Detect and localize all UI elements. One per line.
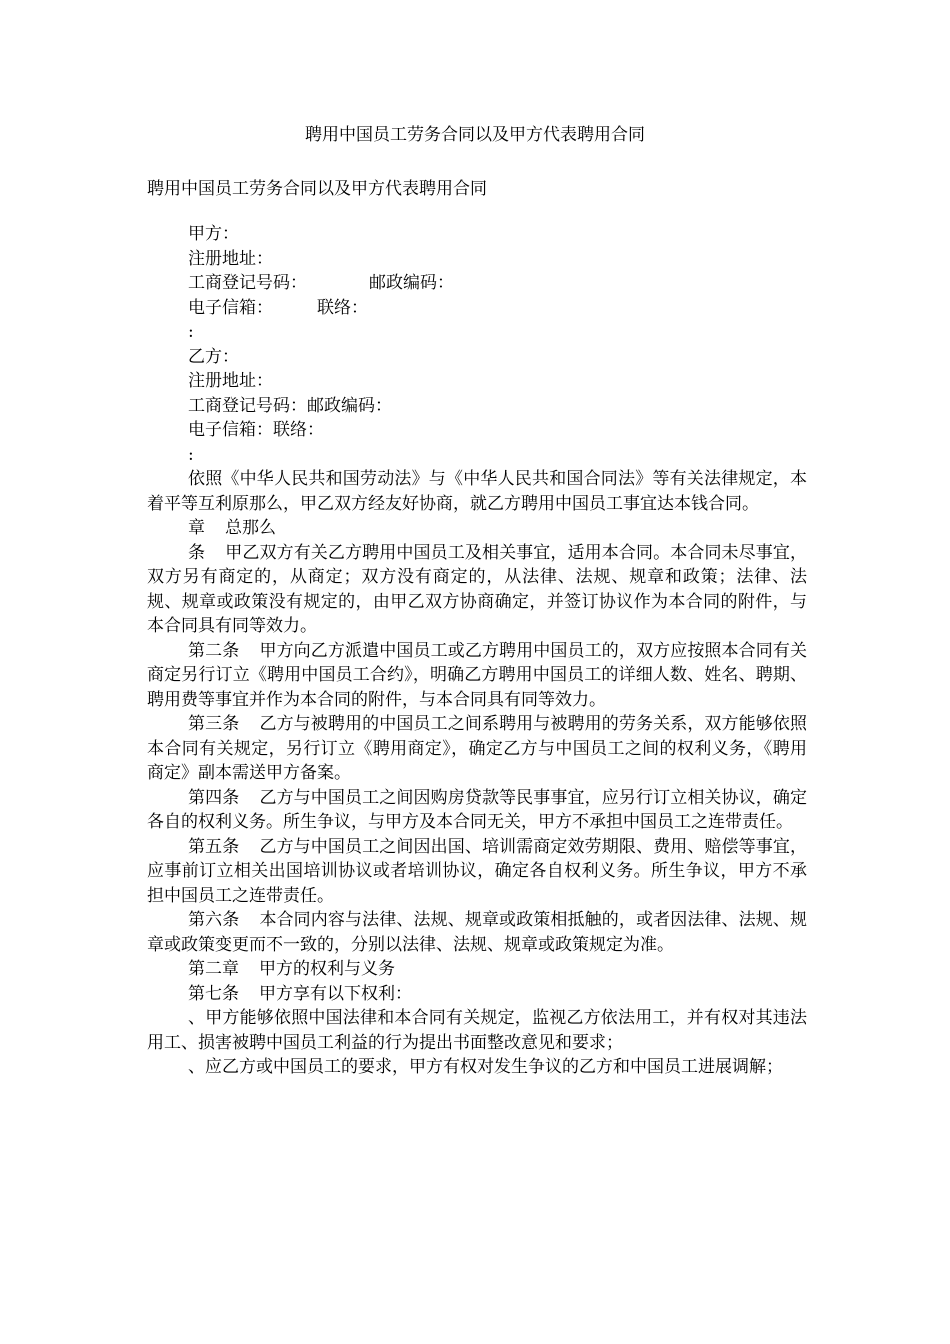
party-b-reg-line (147, 394, 807, 419)
document-title: 聘用中国员工劳务合同以及甲方代表聘用合同 (305, 125, 645, 145)
party-a-reg-line (147, 271, 807, 296)
article-5-text: 乙方与中国员工之间因出国、培训需商定效劳期限、费用、赔偿等事宜，应事前订立相关出国培训协议或者培训协议，确定各自权利义务。所生争议，甲方不承担中国员工之连带责任。 (147, 836, 807, 906)
chapter-1-title: 总那么 (225, 518, 276, 538)
article-1 (147, 541, 807, 639)
article-1-text: 甲乙双方有关乙方聘用中国员工及相关事宜，适用本合同。本合同未尽事宜，双方另有商定的，从商定；双方没有商定的，从法律、法规、规章和政策；法律、法规、规章或政策没有规定的，由甲乙双方协商确定，并签订协议作为本合同的附件，与本合同具有同等效力。 (147, 542, 808, 636)
article-7-number: 第七条 (188, 983, 239, 1004)
article-4-number: 第四条 (188, 787, 240, 808)
document-body (147, 222, 807, 1080)
article-7-item-2: 、应乙方或中国员工的要求，甲方有权对发生争议的乙方和中国员工进展调解； (188, 1057, 783, 1077)
article-7-item-1: 、甲方能够依照中国法律和本合同有关规定，监视乙方依法用工，并有权对其违法用工、损害被聘中国员工利益的行为提出书面整改意见和要求； (147, 1008, 807, 1053)
chapter-2-number: 第二章 (188, 959, 239, 979)
article-2 (147, 639, 807, 713)
article-3 (147, 712, 807, 786)
article-1-number: 条 (188, 542, 206, 563)
chapter-2-title: 甲方的权利与义务 (259, 959, 395, 979)
party-a-colon: : (188, 322, 194, 342)
preamble-paragraph: 依照《中华人民共和国劳动法》与《中华人民共和国合同法》等有关法律规定，本着平等互利原那么，甲乙双方经友好协商，就乙方聘用中国员工事宜达本钱合同。 (147, 469, 807, 514)
party-b-colon: : (188, 444, 194, 465)
party-b-contact: 联络： (273, 420, 324, 440)
party-a-email-line (147, 296, 807, 321)
article-3-number: 第三条 (188, 714, 240, 734)
article-6-text: 本合同内容与法律、法规、规章或政策相抵触的，或者因法律、法规、规章或政策变更而不一致的，分别以法律、法规、规章或政策规定为准。 (147, 910, 807, 955)
party-b-email-line (147, 418, 807, 443)
party-a-postcode: 邮政编码： (369, 273, 454, 293)
article-6-number: 第六条 (188, 910, 240, 930)
party-b-postcode: 邮政编码： (307, 395, 392, 416)
article-6 (147, 908, 807, 957)
chapter-1-heading (147, 516, 807, 541)
article-5 (147, 835, 807, 909)
party-b-address: 注册地址： (188, 371, 273, 391)
party-a-reg-no: 工商登记号码： (188, 273, 307, 293)
article-2-number: 第二条 (188, 640, 240, 661)
party-b-reg-no: 工商登记号码： (188, 395, 307, 416)
party-a-address: 注册地址： (188, 248, 273, 269)
document-subtitle: 聘用中国员工劳务合同以及甲方代表聘用合同 (147, 179, 487, 199)
article-5-number: 第五条 (188, 836, 240, 857)
article-2-text: 甲方向乙方派遣中国员工或乙方聘用中国员工的，双方应按照本合同有关商定另行订立《聘用中国员工合约》，明确乙方聘用中国员工的详细人数、姓名、聘期、聘用费等事宜并作为本合同的附件，与本合同具有同等效力。 (147, 640, 807, 710)
chapter-1-number: 章 (188, 518, 205, 538)
article-4-text: 乙方与中国员工之间因购房贷款等民事事宜，应另行订立相关协议，确定各自的权利义务。所生争议，与甲方及本合同无关，甲方不承担中国员工之连带责任。 (147, 787, 807, 832)
article-7-text: 甲方享有以下权利： (259, 983, 412, 1004)
article-7 (147, 982, 807, 1007)
chapter-2-heading (147, 957, 807, 982)
party-a-email: 电子信箱： (188, 297, 273, 318)
party-a-label: 甲方： (188, 224, 239, 244)
article-4 (147, 786, 807, 835)
party-a-contact: 联络： (317, 297, 368, 318)
article-3-text: 乙方与被聘用的中国员工之间系聘用与被聘用的劳务关系，双方能够依照本合同有关规定，另行订立《聘用商定》，确定乙方与中国员工之间的权利义务，《聘用商定》副本需送甲方备案。 (147, 714, 807, 783)
party-b-email: 电子信箱： (188, 420, 273, 440)
party-b-label: 乙方： (188, 346, 239, 367)
